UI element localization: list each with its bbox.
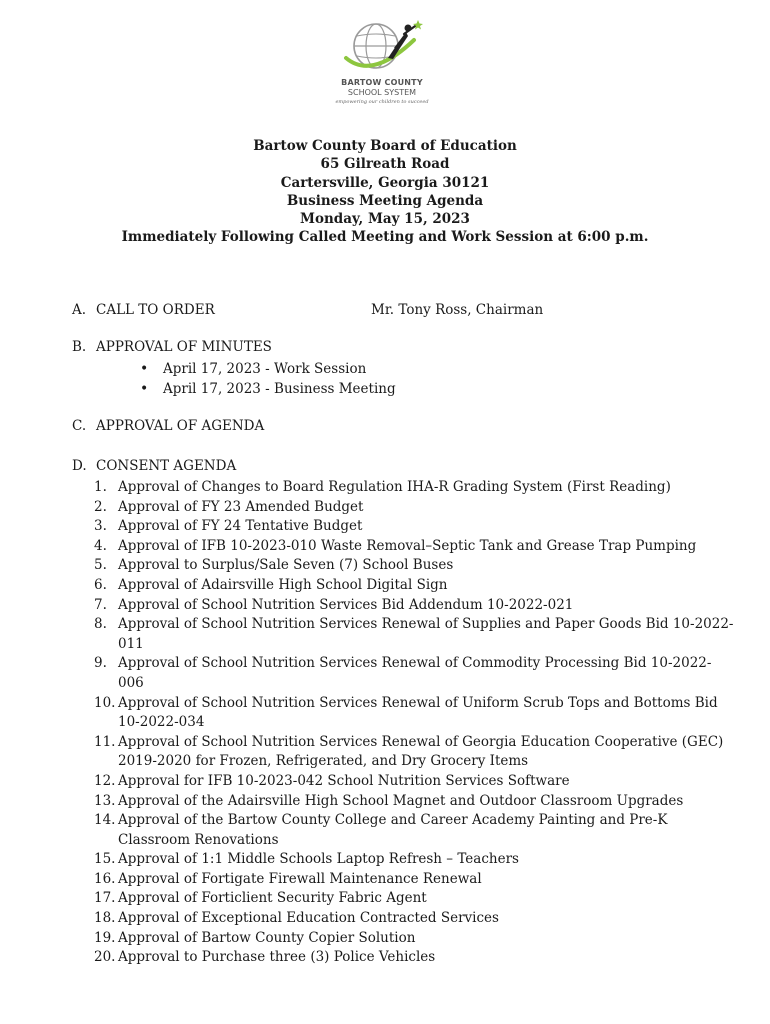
agenda-item bbox=[94, 498, 734, 518]
item-number: 10. bbox=[94, 694, 116, 711]
item-text: Approval of IFB 10-2023-010 Waste Removal–Septic Tank and Grease Trap Pumping bbox=[118, 537, 697, 554]
minutes-list bbox=[140, 359, 396, 399]
item-number: 19. bbox=[94, 929, 116, 946]
item-number: 14. bbox=[94, 812, 116, 829]
agenda-item bbox=[94, 596, 734, 616]
header-street: 65 Gilreath Road bbox=[320, 156, 450, 173]
item-number: 20. bbox=[94, 949, 116, 966]
item-text: Approval of 1:1 Middle Schools Laptop Refresh – Teachers bbox=[118, 851, 519, 868]
section-call-to-order bbox=[72, 302, 215, 318]
section-title: APPROVAL OF AGENDA bbox=[96, 418, 265, 434]
section-letter: B. bbox=[72, 339, 87, 355]
header-doc-title: Business Meeting Agenda bbox=[286, 192, 484, 209]
item-number: 7. bbox=[94, 596, 107, 613]
agenda-item bbox=[94, 517, 734, 537]
section-letter: C. bbox=[72, 418, 87, 434]
item-number: 15. bbox=[94, 851, 116, 868]
header-org: Bartow County Board of Education bbox=[253, 138, 517, 154]
consent-agenda-list bbox=[94, 478, 734, 968]
item-text: Approval of the Bartow County College and Career Academy Painting and Pre-K Classroom Renovations bbox=[118, 812, 668, 848]
item-text: Approval for IFB 10-2023-042 School Nutrition Services Software bbox=[118, 772, 570, 789]
list-item: • April 17, 2023 - Work Session bbox=[140, 359, 396, 379]
section-letter: D. bbox=[72, 458, 87, 474]
header-date: Monday, May 15, 2023 bbox=[300, 211, 470, 228]
section-title: APPROVAL OF MINUTES bbox=[96, 339, 272, 355]
item-number: 11. bbox=[94, 733, 116, 750]
item-number: 9. bbox=[94, 655, 107, 672]
item-number: 16. bbox=[94, 870, 116, 887]
agenda-item bbox=[94, 654, 734, 693]
agenda-item bbox=[94, 615, 734, 654]
section-approval-of-agenda bbox=[72, 418, 264, 434]
header-city: Cartersville, Georgia 30121 bbox=[280, 174, 490, 191]
item-number: 4. bbox=[94, 537, 107, 554]
section-approval-of-minutes bbox=[72, 339, 272, 355]
section-title: CALL TO ORDER bbox=[96, 302, 215, 318]
item-text: Approval of School Nutrition Services Renewal of Georgia Education Cooperative (GEC) 2019-2020 for Frozen, Refrigerated, and Dry Grocery Items bbox=[118, 733, 724, 770]
agenda-item bbox=[94, 694, 734, 733]
item-number: 8. bbox=[94, 616, 107, 633]
item-text: Approval of School Nutrition Services Renewal of Supplies and Paper Goods Bid 10-2022-011 bbox=[118, 616, 734, 652]
item-number: 2. bbox=[94, 498, 107, 515]
item-text: Approval of FY 24 Tentative Budget bbox=[118, 518, 363, 535]
agenda-item bbox=[94, 537, 734, 557]
section-consent-agenda bbox=[72, 458, 236, 474]
item-text: Approval of Forticlient Security Fabric Agent bbox=[118, 890, 427, 907]
agenda-item bbox=[94, 576, 734, 596]
agenda-item bbox=[94, 889, 734, 909]
agenda-item bbox=[94, 850, 734, 870]
item-number: 1. bbox=[94, 479, 107, 495]
item-text: Approval to Surplus/Sale Seven (7) School Buses bbox=[118, 557, 454, 574]
logo-name-line1: BARTOW COUNTY bbox=[341, 78, 423, 87]
agenda-item bbox=[94, 733, 734, 772]
item-text: Approval of Adairsville High School Digital Sign bbox=[118, 576, 448, 593]
item-text: Approval of School Nutrition Services Renewal of Uniform Scrub Tops and Bottoms Bid 10-2022-034 bbox=[118, 694, 718, 731]
agenda-item bbox=[94, 556, 734, 576]
item-text: Approval of Fortigate Firewall Maintenance Renewal bbox=[118, 870, 482, 887]
item-text: Approval of FY 23 Amended Budget bbox=[118, 498, 364, 515]
list-item: • April 17, 2023 - Business Meeting bbox=[140, 379, 396, 399]
agenda-item bbox=[94, 772, 734, 792]
item-number: 12. bbox=[94, 772, 116, 789]
agenda-item bbox=[94, 929, 734, 949]
section-letter: A. bbox=[72, 302, 87, 318]
agenda-item bbox=[94, 811, 734, 850]
document-header bbox=[0, 137, 770, 247]
logo-name-line2: SCHOOL SYSTEM bbox=[347, 88, 417, 97]
item-text: Approval of Bartow County Copier Solution bbox=[118, 929, 416, 946]
item-number: 18. bbox=[94, 910, 116, 927]
item-text: Approval of Exceptional Education Contracted Services bbox=[118, 910, 499, 927]
item-number: 17. bbox=[94, 890, 116, 907]
agenda-item bbox=[94, 792, 734, 812]
presider: Mr. Tony Ross, Chairman bbox=[371, 302, 544, 318]
item-text: Approval of Changes to Board Regulation IHA-R Grading System (First Reading) bbox=[118, 479, 671, 495]
agenda-item bbox=[94, 909, 734, 929]
header-time-note: Immediately Following Called Meeting and Work Session at 6:00 p.m. bbox=[121, 229, 649, 246]
item-number: 13. bbox=[94, 792, 116, 809]
agenda-item bbox=[94, 948, 734, 968]
globe-logo-icon bbox=[342, 18, 424, 76]
logo-tagline: empowering our children to succeed bbox=[335, 99, 429, 105]
item-number: 3. bbox=[94, 518, 107, 535]
item-number: 6. bbox=[94, 576, 107, 593]
school-system-logo bbox=[332, 18, 432, 110]
item-text: Approval of School Nutrition Services Renewal of Commodity Processing Bid 10-2022-006 bbox=[118, 655, 712, 691]
item-text: Approval of the Adairsville High School Magnet and Outdoor Classroom Upgrades bbox=[118, 792, 684, 809]
section-title: CONSENT AGENDA bbox=[96, 458, 237, 474]
item-text: Approval to Purchase three (3) Police Vehicles bbox=[118, 949, 436, 966]
agenda-item bbox=[94, 870, 734, 890]
item-number: 5. bbox=[94, 557, 107, 574]
item-text: Approval of School Nutrition Services Bid Addendum 10-2022-021 bbox=[118, 596, 574, 613]
agenda-item bbox=[94, 478, 734, 498]
